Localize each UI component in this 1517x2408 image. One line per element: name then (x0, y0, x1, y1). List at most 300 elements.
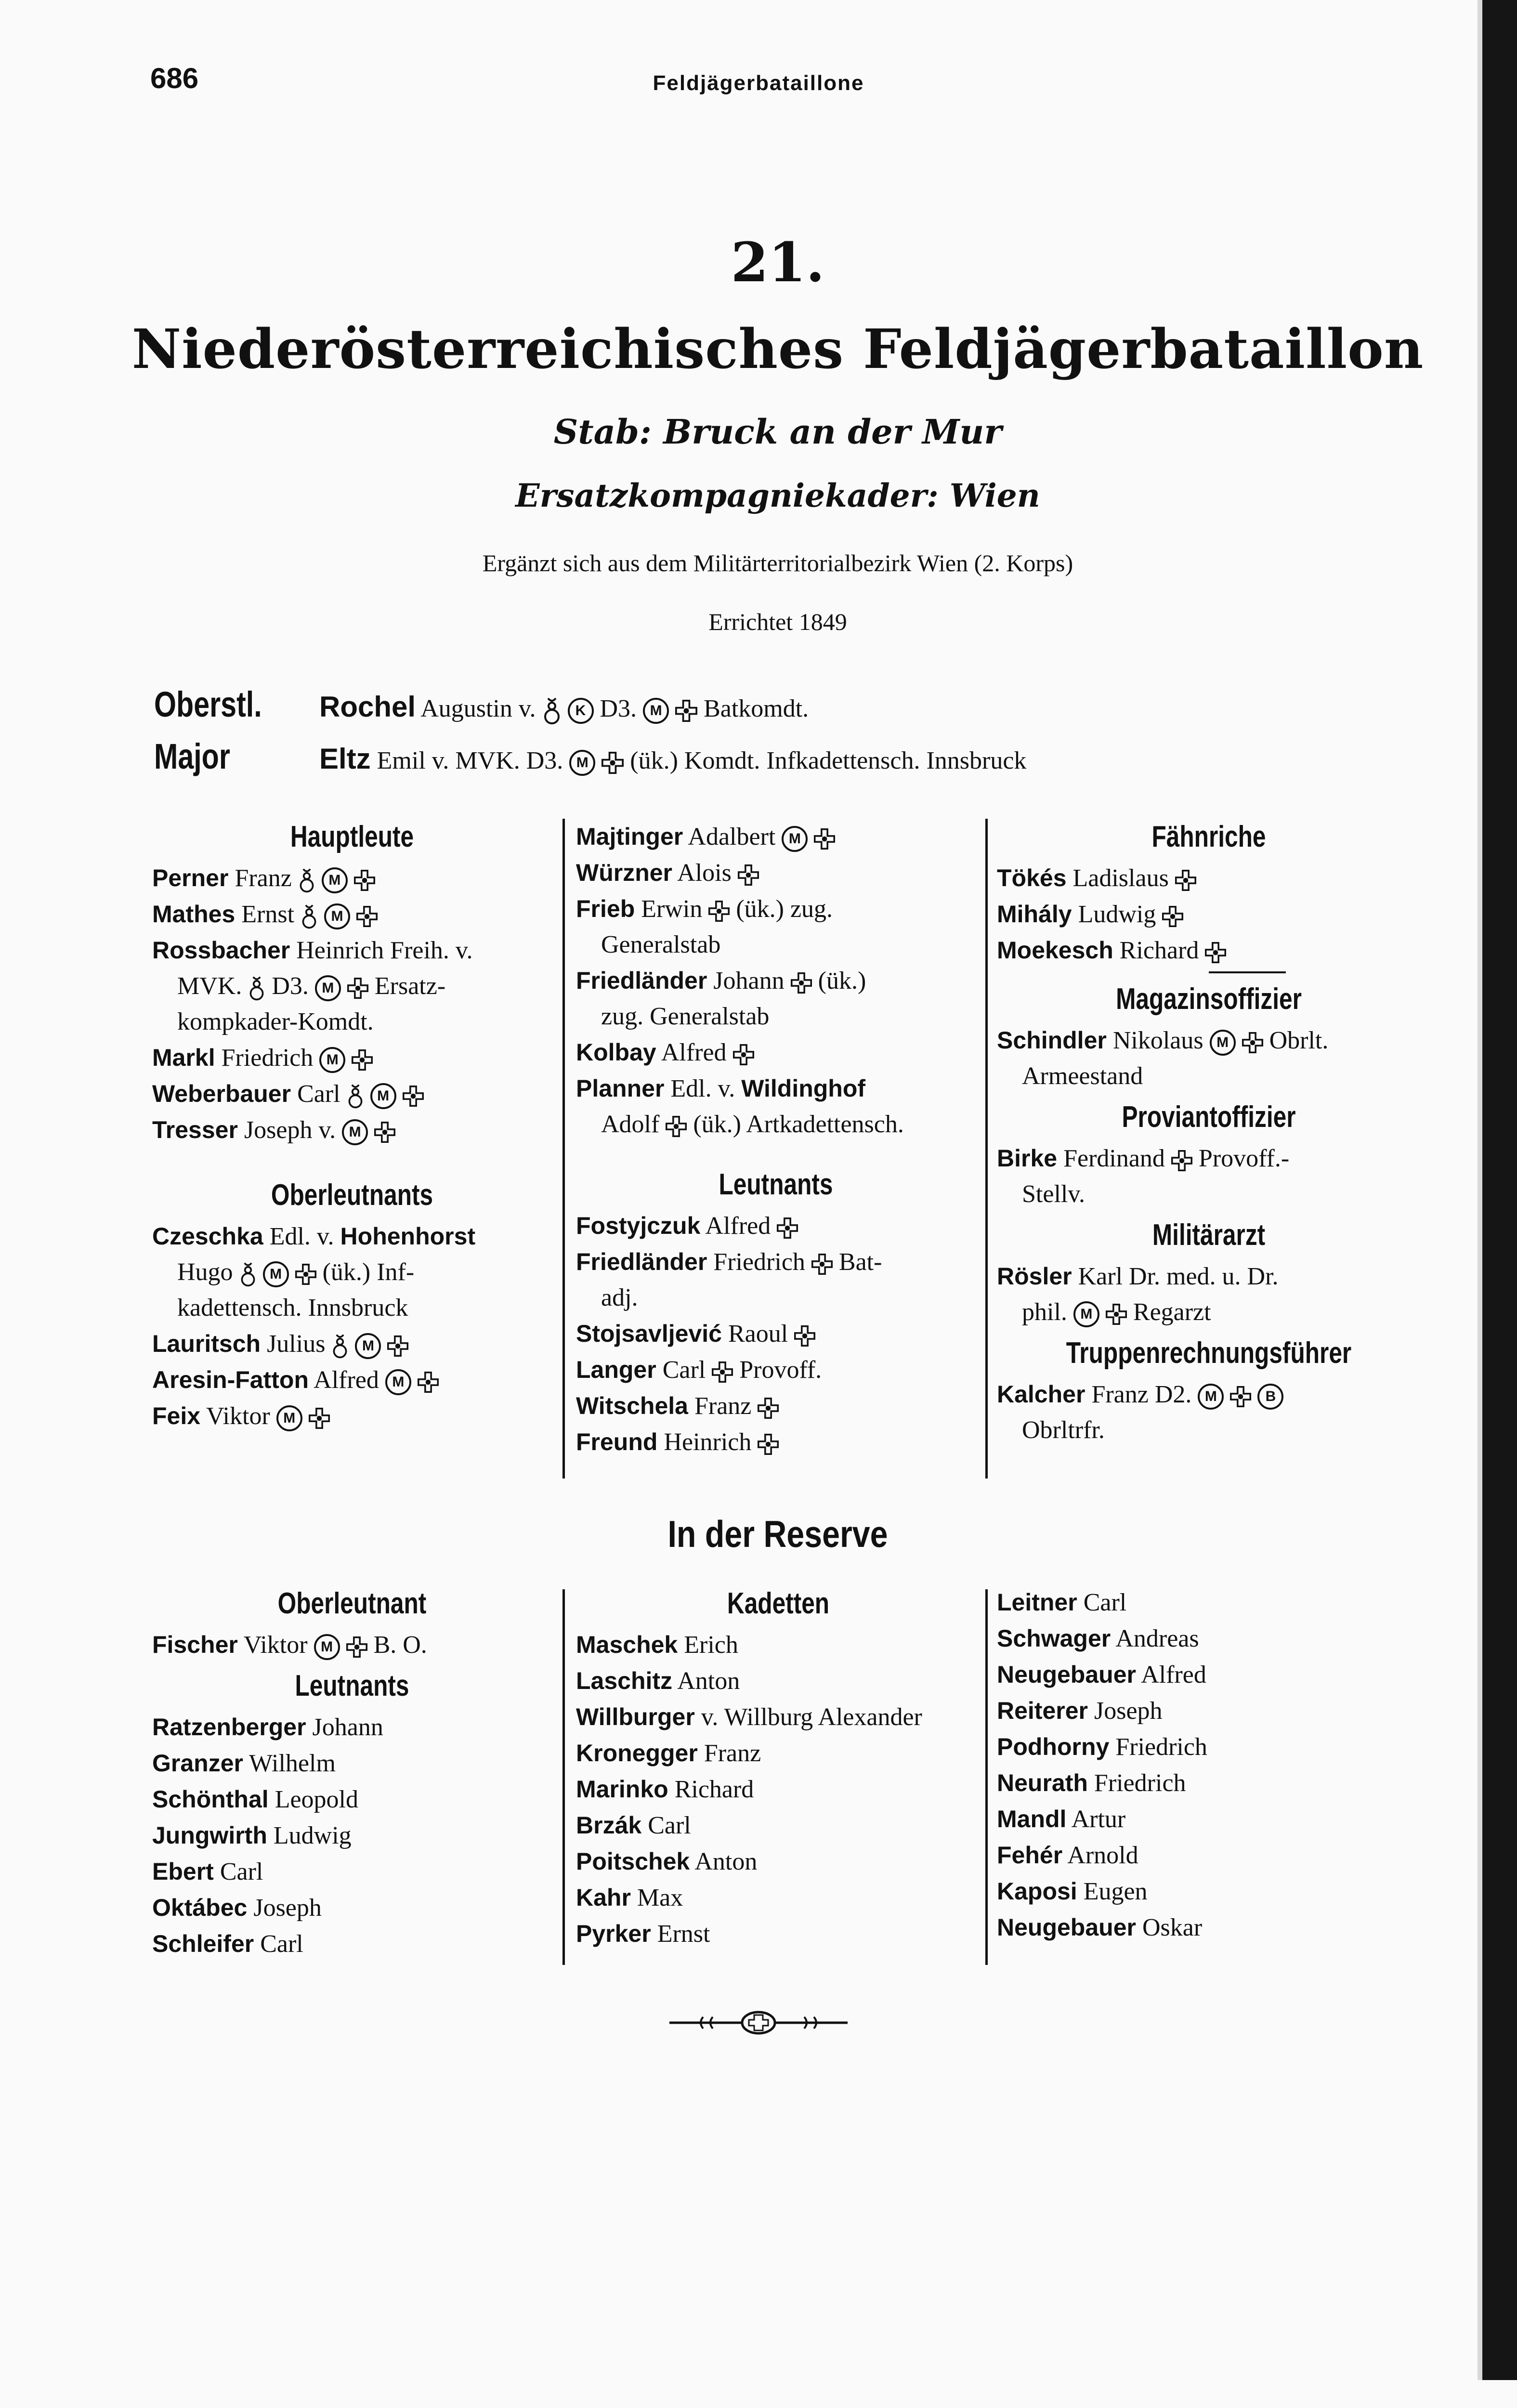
surname: Neurath (997, 1769, 1088, 1796)
entry-text: Friedrich (713, 1248, 805, 1276)
list-item (152, 896, 552, 932)
middle-column (576, 819, 976, 1460)
cross-icon (791, 972, 812, 994)
cross-icon (777, 1217, 798, 1239)
list-item (576, 1735, 981, 1771)
column-divider (985, 819, 988, 1479)
heading-oberleutnant: Oberleutnant (277, 1587, 427, 1620)
entry-text: Ernst (657, 1920, 710, 1948)
k-badge-icon: K (568, 698, 594, 724)
list-item (576, 1388, 976, 1424)
list-item (997, 1657, 1411, 1693)
entry-text: Edl. v. (670, 1075, 735, 1102)
entry-text: Adalbert (688, 823, 776, 851)
entry-text: Obrlt. (1269, 1027, 1329, 1054)
cross-icon (666, 1116, 687, 1137)
surname: Schindler (997, 1027, 1107, 1054)
list-item (997, 1873, 1411, 1910)
surname: Wildinghof (741, 1075, 866, 1102)
entry-text: Richard (674, 1776, 754, 1803)
m-badge-icon: M (315, 975, 341, 1001)
left-column (152, 814, 552, 1434)
entry-text: Carl (662, 1356, 706, 1384)
entry-text: Anton (694, 1848, 758, 1875)
surname: Aresin-Fatton (152, 1366, 309, 1393)
cross-icon (309, 1408, 330, 1429)
surname: Tresser (152, 1116, 238, 1143)
entry-text: Carl (1083, 1589, 1127, 1616)
entry-text: Provoff.- (1198, 1145, 1290, 1172)
surname: Pyrker (576, 1920, 651, 1947)
medal-icon (298, 867, 315, 893)
list-item (152, 860, 552, 896)
surname: Marinko (576, 1776, 668, 1803)
entry-text: Obrltrfr. (1022, 1416, 1105, 1444)
surname: Ebert (152, 1858, 214, 1885)
cross-icon (1205, 942, 1226, 963)
entry-text: Heinrich (664, 1428, 752, 1456)
surname: Neugebauer (997, 1914, 1136, 1941)
appointment: (ük.) Komdt. Infkadettensch. Innsbruck (630, 747, 1027, 774)
surname: Lauritsch (152, 1330, 261, 1357)
entry-text: Eugen (1083, 1878, 1148, 1905)
cross-icon (1171, 1150, 1192, 1171)
m-badge-icon: M (276, 1405, 302, 1431)
surname: Planner (576, 1075, 665, 1102)
surname: Kronegger (576, 1740, 698, 1767)
list-item-cont (152, 1290, 552, 1326)
erganzt-line: Ergänzt sich aus dem Militärterritorialbezirk Wien (2. Korps) (482, 550, 1073, 576)
surname: Reiterer (997, 1697, 1088, 1724)
entry-text: Friedrich (221, 1044, 314, 1072)
list-item (152, 1627, 552, 1663)
surname: Mandl (997, 1806, 1067, 1832)
entry-text: Richard (1119, 937, 1199, 964)
reserve-heading: In der Reserve (667, 1513, 888, 1555)
surname: Willburger (576, 1703, 695, 1730)
right-column (997, 814, 1421, 1448)
surname: Brzák (576, 1812, 642, 1839)
heading-leutnants: Leutnants (719, 1168, 833, 1201)
list-item (152, 932, 552, 968)
entry-text: Oskar (1142, 1914, 1203, 1941)
entry-text: Ersatz- (374, 972, 446, 1000)
column-divider (562, 819, 565, 1479)
heading-kadetten: Kadetten (727, 1587, 830, 1620)
list-item-cont (576, 927, 976, 963)
heading-magazinsoffizier: Magazinsoffizier (1116, 982, 1302, 1016)
list-item (576, 1771, 981, 1807)
surname: Ratzenberger (152, 1714, 306, 1741)
list-item (152, 1926, 552, 1962)
surname: Czeschka (152, 1223, 263, 1250)
list-item (576, 1316, 976, 1352)
list-item (152, 1326, 552, 1362)
heading-oberleutnants: Oberleutnants (271, 1178, 433, 1212)
surname: Eltz (319, 743, 371, 775)
list-item-cont (576, 999, 976, 1034)
m-badge-icon: M (370, 1083, 396, 1109)
surname: Hohenhorst (340, 1223, 476, 1250)
entry-text: Joseph (1094, 1697, 1163, 1725)
entry-text: Heinrich Freih. v. (296, 937, 473, 964)
cross-icon (733, 1044, 754, 1065)
surname: Neugebauer (997, 1661, 1136, 1688)
entry-text: Franz (704, 1740, 761, 1767)
surname: Granzer (152, 1750, 243, 1777)
entry-text: phil. (1022, 1298, 1067, 1326)
surname: Leitner (997, 1589, 1077, 1616)
entry-text: Artur (1071, 1806, 1126, 1833)
surname: Feix (152, 1402, 201, 1429)
column-divider (562, 1589, 565, 1965)
surname: Moekesch (997, 937, 1113, 964)
b-badge-icon: B (1257, 1384, 1283, 1410)
surname: Kaposi (997, 1878, 1077, 1905)
surname: Stojsavljević (576, 1320, 722, 1347)
entry-text: Arnold (1067, 1842, 1138, 1869)
entry-text: Johann (312, 1714, 383, 1741)
entry-text: B. O. (373, 1631, 427, 1659)
cross-icon (354, 870, 375, 891)
m-badge-icon: M (319, 1047, 345, 1073)
running-title: Feldjägerbataillone (653, 71, 864, 95)
entry-text: Bat- (838, 1248, 882, 1276)
heading-fahnriche: Fähnriche (1151, 820, 1266, 853)
rank-label: Major (154, 736, 230, 776)
surname: Würzner (576, 859, 672, 886)
cross-icon (352, 1049, 373, 1071)
list-item-cont (576, 1107, 976, 1142)
entry-text: Carl (648, 1812, 691, 1839)
surname: Schwager (997, 1625, 1111, 1652)
entry-text: Carl (297, 1080, 340, 1108)
surname: Rochel (319, 691, 416, 723)
surname: Fischer (152, 1631, 238, 1658)
surname: Freund (576, 1428, 658, 1455)
surname: Poitschek (576, 1848, 690, 1875)
surname: Fehér (997, 1842, 1063, 1869)
cross-icon (1162, 906, 1183, 927)
entry-text: Franz (1091, 1381, 1149, 1408)
list-item-cont (152, 968, 552, 1004)
cross-icon (708, 901, 730, 922)
surname: Tökés (997, 864, 1067, 891)
m-badge-icon: M (263, 1261, 289, 1287)
list-item (152, 1040, 552, 1076)
heading-hauptleute: Hauptleute (290, 820, 414, 853)
surname: Schönthal (152, 1786, 269, 1813)
ersatz-line: Ersatzkompagniekader: Wien (515, 477, 1040, 514)
surname: Kalcher (997, 1381, 1085, 1408)
surname: Langer (576, 1356, 656, 1383)
list-item (576, 1208, 976, 1244)
entry-text: Franz (235, 864, 292, 892)
m-badge-icon: M (355, 1333, 381, 1359)
entry-text: Karl Dr. med. u. Dr. (1078, 1263, 1279, 1290)
entry-text: D3. (272, 972, 309, 1000)
entry-text: (ük.) Inf- (322, 1258, 415, 1286)
cross-icon (712, 1361, 733, 1383)
list-item (152, 1854, 552, 1890)
surname: Kolbay (576, 1039, 656, 1066)
cross-icon (675, 700, 697, 722)
entry-text: Ludwig (1078, 901, 1156, 928)
surname: Kahr (576, 1884, 631, 1911)
surname: Laschitz (576, 1667, 673, 1694)
cross-icon (758, 1398, 779, 1419)
entry-text: Alois (677, 859, 732, 887)
list-item (152, 1112, 552, 1148)
medal-icon (239, 1261, 257, 1287)
entry-text: Johann (713, 967, 785, 995)
ornament-icon (669, 2008, 848, 2037)
cross-icon (1242, 1032, 1263, 1053)
entry-text: (ük.) (818, 967, 866, 995)
reserve-left-column (152, 1581, 552, 1962)
list-item (576, 1663, 981, 1699)
surname: Podhorny (997, 1733, 1110, 1760)
medal-icon (331, 1333, 349, 1359)
cross-icon (738, 864, 759, 886)
list-item (576, 1844, 981, 1880)
surname: Rossbacher (152, 937, 290, 964)
heading-proviantoffizier: Proviantoffizier (1122, 1100, 1296, 1134)
list-item (152, 1818, 552, 1854)
medal-icon (301, 903, 318, 929)
list-item (997, 1801, 1411, 1837)
entry-text: Provoff. (739, 1356, 822, 1384)
entry-text: adj. (601, 1284, 638, 1311)
surname: Perner (152, 864, 229, 891)
section-rule (1209, 971, 1286, 973)
list-item (576, 1352, 976, 1388)
list-item (997, 860, 1421, 896)
stab-line: Stab: Bruck an der Mur (553, 412, 1002, 452)
entry-text: Carl (260, 1930, 303, 1958)
surname: Witschela (576, 1392, 688, 1419)
list-item (152, 1076, 552, 1112)
entry-text: Max (637, 1884, 683, 1911)
list-item (152, 1709, 552, 1745)
entry-text: Ernst (241, 901, 295, 928)
list-item (997, 1022, 1421, 1059)
cross-icon (814, 828, 835, 850)
staff-oberstl (154, 684, 809, 725)
surname: Schleifer (152, 1930, 254, 1957)
list-item (576, 855, 976, 891)
list-item (152, 1398, 552, 1434)
m-badge-icon: M (385, 1369, 411, 1395)
cross-icon (1106, 1304, 1127, 1325)
m-badge-icon: M (322, 867, 348, 893)
medal-icon (542, 696, 562, 725)
m-badge-icon: M (569, 750, 595, 776)
appointment: Batkomdt. (704, 695, 809, 722)
entry-text: (ük.) zug. (736, 895, 833, 923)
reserve-right-column (997, 1584, 1411, 1946)
m-badge-icon: M (1073, 1301, 1099, 1327)
list-item (997, 896, 1421, 932)
page-number: 686 (150, 62, 199, 94)
cross-icon (758, 1434, 779, 1455)
medal-icon (248, 975, 265, 1001)
rank-label: Oberstl. (154, 684, 262, 724)
entry-text: Anton (677, 1667, 740, 1695)
cross-icon (356, 906, 378, 927)
entry-text: Viktor (206, 1402, 270, 1430)
entry-text: Viktor (243, 1631, 308, 1659)
list-item (997, 1729, 1411, 1765)
staff-major (154, 736, 1026, 777)
surname: Frieb (576, 895, 635, 922)
entry-text: Andreas (1115, 1625, 1199, 1652)
medal-icon (347, 1083, 364, 1109)
entry-text: Julius (267, 1330, 326, 1358)
list-item (997, 1910, 1411, 1946)
cross-icon (403, 1086, 424, 1107)
surname: Majtinger (576, 823, 683, 850)
surname: Rösler (997, 1263, 1072, 1290)
list-item (152, 1362, 552, 1398)
entry-text: Friedrich (1115, 1733, 1207, 1761)
entry-text: D2. (1154, 1381, 1192, 1408)
unit-title: Niederösterreichisches Feldjägerbataillon (131, 318, 1424, 381)
list-item (152, 1781, 552, 1818)
given-name: Emil v. MVK. D3. (377, 747, 563, 774)
surname: Oktábec (152, 1894, 248, 1921)
m-badge-icon: M (643, 698, 669, 724)
list-item (576, 1627, 981, 1663)
entry-text: Erwin (641, 895, 703, 923)
entry-text: Friedrich (1094, 1769, 1186, 1797)
entry-text: Ladislaus (1072, 864, 1169, 892)
reserve-leutnants-list (152, 1709, 552, 1962)
m-badge-icon: M (782, 826, 808, 852)
entry-text: MVK. (177, 972, 242, 1000)
list-item (152, 1218, 552, 1255)
surname: Fostyjczuk (576, 1212, 701, 1239)
list-item-cont (997, 1295, 1421, 1330)
list-item (997, 1621, 1411, 1657)
surname: Jungwirth (152, 1822, 267, 1849)
list-item (576, 891, 976, 927)
list-item (576, 1424, 976, 1460)
cross-icon (811, 1254, 833, 1275)
entry-text: Franz (694, 1392, 752, 1420)
list-item (576, 1880, 981, 1916)
entry-text: Alfred (1141, 1661, 1206, 1688)
list-item (997, 1584, 1411, 1621)
surname: Mathes (152, 901, 235, 928)
list-item-cont (152, 1255, 552, 1290)
errichtet-line: Errichtet 1849 (708, 608, 847, 635)
entry-text: Stellv. (1022, 1180, 1085, 1208)
cross-icon (794, 1325, 815, 1347)
surname: Birke (997, 1145, 1058, 1172)
list-item (576, 1071, 976, 1107)
unit-number: 21. (731, 231, 825, 294)
entry-text: Leopold (275, 1786, 358, 1813)
list-item (997, 1765, 1411, 1801)
cross-icon (374, 1122, 395, 1143)
surname: Friedländer (576, 967, 707, 994)
entry-text: Adolf (601, 1111, 660, 1138)
entry-text: Joseph v. (244, 1116, 336, 1144)
list-item (576, 1034, 976, 1071)
m-badge-icon: M (1198, 1384, 1224, 1410)
list-item (576, 1807, 981, 1844)
list-item (997, 932, 1421, 968)
list-item (576, 819, 976, 855)
entry-text: Wilhelm (249, 1750, 336, 1777)
cross-icon (418, 1372, 439, 1393)
entry-text: Alfred (705, 1212, 771, 1240)
list-item (576, 1916, 981, 1952)
surname: Markl (152, 1044, 215, 1071)
entry-text: Joseph (253, 1894, 322, 1922)
list-item (152, 1745, 552, 1781)
list-item (997, 1376, 1421, 1413)
list-item-cont (997, 1413, 1421, 1448)
reserve-middle-column (576, 1581, 981, 1952)
list-item (152, 1890, 552, 1926)
entry-text: Alfred (314, 1366, 379, 1394)
list-item-cont (576, 1280, 976, 1316)
list-item (576, 963, 976, 999)
entry-text: Erich (684, 1631, 738, 1659)
heading-militararzt: Militärarzt (1152, 1218, 1266, 1252)
list-item (997, 1258, 1421, 1295)
cross-icon (346, 1636, 367, 1658)
entry-text: Edl. v. (269, 1223, 334, 1250)
list-item-cont (152, 1004, 552, 1040)
surname: Friedländer (576, 1248, 707, 1275)
list-item (576, 1699, 981, 1735)
list-item-cont (997, 1177, 1421, 1212)
entry-text: Regarzt (1133, 1298, 1211, 1326)
list-item (997, 1837, 1411, 1873)
list-item-cont (997, 1059, 1421, 1094)
cross-icon (387, 1335, 408, 1357)
surname: Maschek (576, 1631, 678, 1658)
entry-text: Carl (220, 1858, 263, 1885)
surname: Weberbauer (152, 1080, 291, 1107)
m-badge-icon: M (314, 1634, 340, 1660)
m-badge-icon: M (342, 1119, 368, 1145)
cross-icon (347, 978, 368, 999)
entry-text: Nikolaus (1112, 1027, 1203, 1054)
entry-text: Armeestand (1022, 1062, 1143, 1090)
entry-text: Hugo (177, 1258, 233, 1286)
entry-text: Ludwig (273, 1822, 352, 1849)
entry-text: v. Willburg Alexander (701, 1703, 922, 1731)
decoration: D3. (600, 695, 637, 722)
entry-text: Alfred (661, 1039, 727, 1066)
list-item (997, 1140, 1421, 1177)
heading-truppenrechnungsfuhrer: Truppenrechnungsführer (1066, 1336, 1352, 1370)
entry-text: (ük.) Artkadettensch. (693, 1111, 904, 1138)
entry-text: kompkader-Komdt. (177, 1008, 374, 1035)
column-divider (985, 1589, 988, 1965)
m-badge-icon: M (324, 903, 350, 929)
entry-text: Generalstab (601, 931, 721, 958)
m-badge-icon: M (1210, 1030, 1236, 1056)
cross-icon (1175, 870, 1196, 891)
cross-icon (295, 1264, 316, 1285)
list-item (576, 1244, 976, 1280)
entry-text: Raoul (728, 1320, 788, 1348)
